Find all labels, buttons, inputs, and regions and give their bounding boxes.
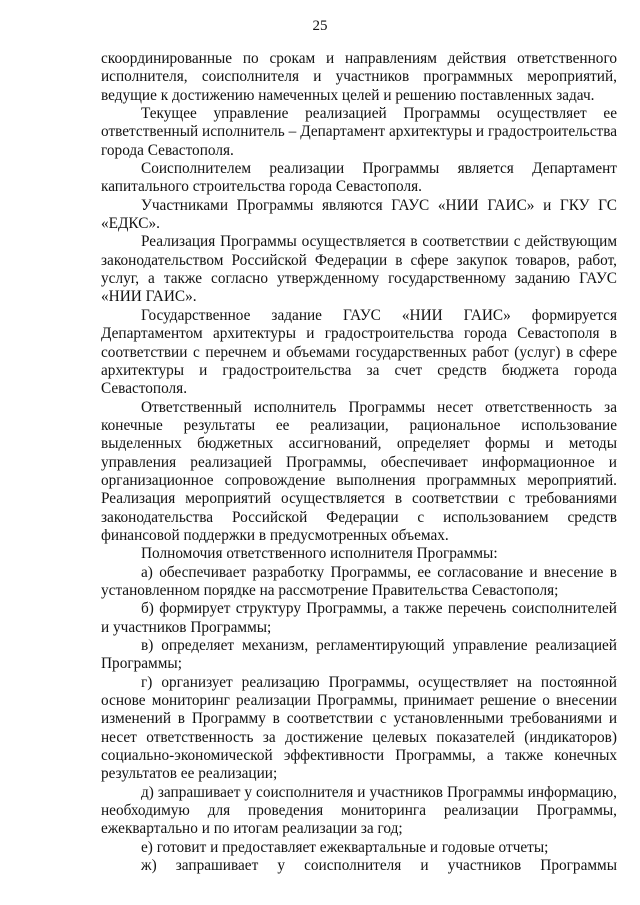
page-number: 25 [312, 18, 328, 34]
list-item: г) организует реализацию Программы, осуществляет на постоянной основе мониторинг реализации Программы, принимает решение о внесении изменений в Программу в соответствии с установленными требованиями и несет ответственность за достижение целевых показателей (индикаторов) социально-экономической эффективности Программы, а также конечных результатов ее реализации; [101, 673, 617, 783]
list-item: ж) запрашивает у соисполнителя и участников Программы [141, 857, 617, 875]
paragraph: Ответственный исполнитель Программы несет ответственность за конечные результаты ее реализации, рациональное использование выделенных бюджетных ассигнований, определяет формы и методы управления реализацией Программы, обеспечивает информационное и организационное сопровождение выполнения программных мероприятий. Реализация мероприятий осуществляется в соответствии с требованиями законодательства Российской Федерации с использованием средств финансовой поддержки в предусмотренных объемах. [101, 398, 617, 544]
list-item: д) запрашивает у соисполнителя и участников Программы информацию, необходимую для проведения мониторинга реализации Программы, ежеквартально и по итогам реализации за год; [101, 783, 617, 838]
paragraph: Текущее управление реализацией Программы осуществляет ее ответственный исполнитель – Департамент архитектуры и градостроительства города Севастополя. [101, 105, 617, 159]
paragraph: Полномочия ответственного исполнителя Программы: [141, 545, 498, 563]
list-item: б) формирует структуру Программы, а также перечень соисполнителей и участников Программы; [101, 600, 617, 636]
paragraph: Реализация Программы осуществляется в соответствии с действующим законодательством Российской Федерации в сфере закупок товаров, работ, услуг, а также согласно утвержденному государственному заданию ГАУС «НИИ ГАИС». [101, 233, 617, 306]
paragraph: скоординированные по срокам и направлениям действия ответственного исполнителя, соисполнителя и участников программных мероприятий, ведущие к достижению намеченных целей и решению поставленных задач. [101, 50, 617, 104]
paragraph: Соисполнителем реализации Программы является Департамент капитального строительства города Севастополя. [101, 160, 617, 196]
paragraph: Участниками Программы являются ГАУС «НИИ ГАИС» и ГКУ ГС «ЕДКС». [101, 196, 617, 233]
list-item: е) готовит и предоставляет ежеквартальные и годовые отчеты; [141, 838, 549, 856]
list-item: а) обеспечивает разработку Программы, ее согласование и внесение в установленном порядке на рассмотрение Правительства Севастополя; [101, 563, 617, 599]
document-body [101, 50, 617, 875]
paragraph: Государственное задание ГАУС «НИИ ГАИС» формируется Департаментом архитектуры и градостроительства города Севастополя в соответствии с перечнем и объемами государственных работ (услуг) в сфере архитектуры и градостроительства за счет средств бюджета города Севастополя. [101, 306, 617, 398]
list-item: в) определяет механизм, регламентирующий управление реализацией Программы; [101, 637, 617, 673]
